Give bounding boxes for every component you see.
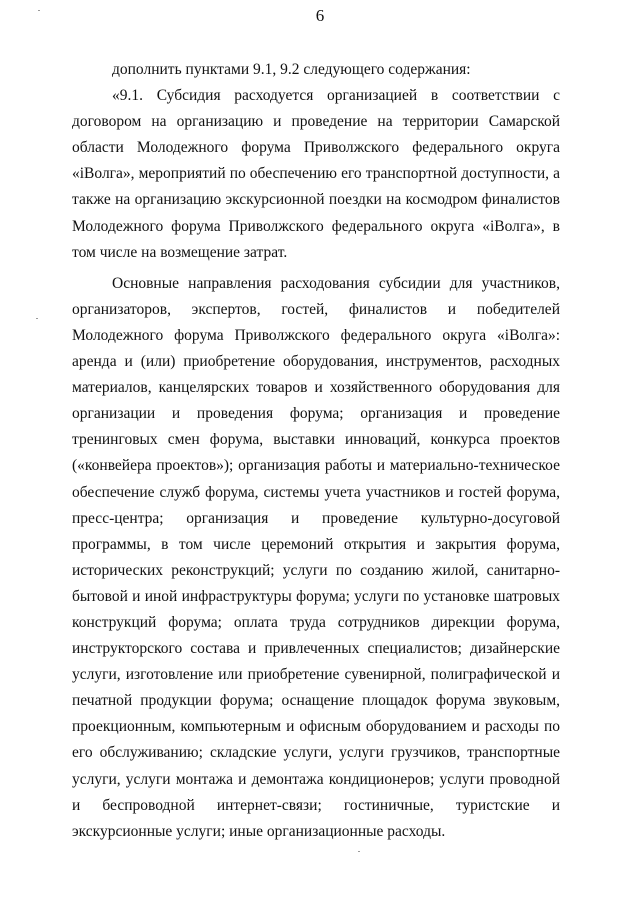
- clause-9-1-paragraph: «9.1. Субсидия расходуется организацией в соответствии с договором на организацию и проведение на территории Самарской области Молодежного форума Приволжского федерального округа «iВолга», мероприятий по обеспечению его транспортной доступности, а также на организацию экскурсионной поездки на космодром финалистов Молодежного форума Приволжского федерального округа «iВолга», в том числе на возмещение затрат.: [72, 87, 560, 261]
- intro-paragraph: дополнить пунктами 9.1, 9.2 следующего содержания:: [112, 61, 471, 78]
- scan-speck: [36, 318, 38, 319]
- document-body: [72, 57, 560, 845]
- directions-paragraph: Основные направления расходования субсидии для участников, организаторов, экспертов, гостей, финалистов и победителей Молодежного форума Приволжского федерального округа «iВолга»: аренда и (или) приобретение оборудования, инструментов, расходных материалов, канцелярских товаров и хозяйственного оборудования для организации и проведения форума; организация и проведение тренинговых смен форума, выставки инноваций, конкурса проектов («конвейера проектов»); организация работы и материально-техническое обеспечение служб форума, системы учета участников и гостей форума, пресс-центра; организация и проведение культурно-досуговой программы, в том числе церемоний открытия и закрытия форума, исторических реконструкций; услуги по созданию жилой, санитарно-бытовой и иной инфраструктуры форума; услуги по установке шатровых конструкций форума; оплата труда сотрудников дирекции форума, инструкторского состава и привлеченных специалистов; дизайнерские услуги, изготовление или приобретение сувенирной, полиграфической и печатной продукции форума; оснащение площадок форума звуковым, проекционным, компьютерным и офисным оборудованием и расходы по его обслуживанию; складские услуги, услуги грузчиков, транспортные услуги, услуги монтажа и демонтажа кондиционеров; услуги проводной и беспроводной интернет-связи; гостиничные, туристские и экскурсионные услуги; иные организационные расходы.: [72, 274, 560, 840]
- scan-speck: [358, 851, 360, 852]
- page-number: 6: [315, 6, 325, 25]
